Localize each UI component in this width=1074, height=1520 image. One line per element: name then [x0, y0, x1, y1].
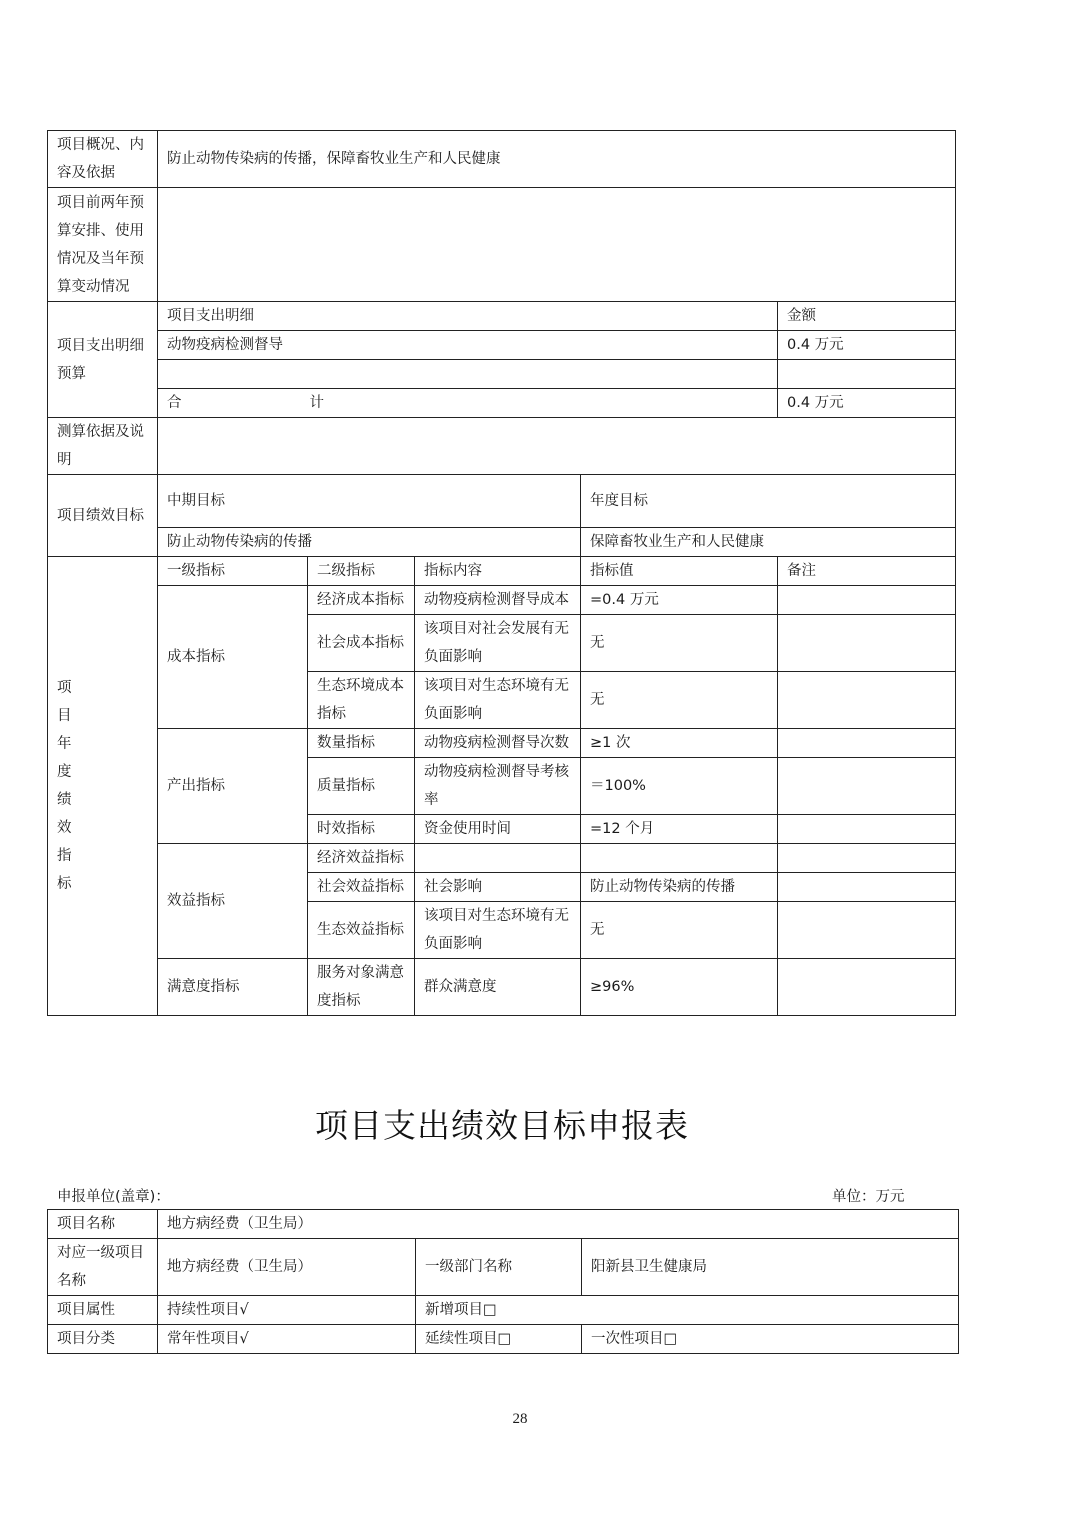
page-number: 28 — [512, 1411, 528, 1427]
indicator-content: 该项目对生态环境有无负面影响 — [415, 672, 581, 729]
cat-extended: 延续性项目□ — [416, 1325, 582, 1354]
cat-onetime: 一次性项目□ — [582, 1325, 959, 1354]
basis-label: 测算依据及说明 — [48, 418, 158, 475]
indicator-level2: 生态环境成本指标 — [308, 672, 415, 729]
indicator-note — [778, 758, 956, 815]
overview-value: 防止动物传染病的传播，保障畜牧业生产和人民健康 — [158, 131, 956, 188]
expense-label: 项目支出明细预算 — [48, 302, 158, 418]
indicator-content: 动物疫病检测督导次数 — [415, 729, 581, 758]
header-note: 备注 — [778, 557, 956, 586]
project-category-label: 项目分类 — [48, 1325, 158, 1354]
indicator-note — [778, 615, 956, 672]
indicator-value: =0.4 万元 — [581, 586, 778, 615]
expense-total-amount: 0.4 万元 — [778, 389, 956, 418]
indicator-level2: 质量指标 — [308, 758, 415, 815]
indicator-note — [778, 729, 956, 758]
header-level2: 二级指标 — [308, 557, 415, 586]
indicator-note — [778, 902, 956, 959]
indicator-note — [778, 844, 956, 873]
project-info-table — [47, 1209, 959, 1354]
expense-header-item: 项目支出明细 — [158, 302, 778, 331]
indicator-level2: 社会成本指标 — [308, 615, 415, 672]
indicator-note — [778, 586, 956, 615]
indicator-level2: 生态效益指标 — [308, 902, 415, 959]
expense-total-label — [158, 389, 778, 418]
total-label-b: 计 — [309, 395, 324, 411]
indicator-content: 群众满意度 — [415, 959, 581, 1016]
perf-goal-label: 项目绩效目标 — [48, 475, 158, 557]
total-label-a: 合 — [167, 395, 182, 411]
project-attr-label: 项目属性 — [48, 1296, 158, 1325]
page-title: 项目支出绩效目标申报表 — [315, 1106, 689, 1145]
parent-project-value: 地方病经费（卫生局） — [158, 1239, 416, 1296]
dept-value: 阳新县卫生健康局 — [582, 1239, 959, 1296]
budget-table — [47, 130, 956, 1016]
indicator-content — [415, 844, 581, 873]
benefit-level1: 效益指标 — [158, 844, 308, 959]
indicator-value: ＝100% — [581, 758, 778, 815]
indicator-note — [778, 959, 956, 1016]
indicator-level2: 经济效益指标 — [308, 844, 415, 873]
indicator-value: 无 — [581, 672, 778, 729]
indicator-content: 该项目对生态环境有无负面影响 — [415, 902, 581, 959]
indicator-content: 社会影响 — [415, 873, 581, 902]
overview-label: 项目概况、内容及依据 — [48, 131, 158, 188]
indicator-value: ≥96% — [581, 959, 778, 1016]
indicator-side-label: 项 目 年 度 绩 效 指 标 — [48, 557, 158, 1016]
expense-item: 动物疫病检测督导 — [158, 331, 778, 360]
mid-term-value: 防止动物传染病的传播 — [158, 528, 581, 557]
attr-new: 新增项目□ — [416, 1296, 959, 1325]
output-level1: 产出指标 — [158, 729, 308, 844]
annual-value: 保障畜牧业生产和人民健康 — [581, 528, 956, 557]
indicator-value: 防止动物传染病的传播 — [581, 873, 778, 902]
money-unit-label: 单位：万元 — [832, 1189, 905, 1205]
mid-term-header: 中期目标 — [158, 475, 581, 528]
expense-item — [158, 360, 778, 389]
indicator-content: 动物疫病检测督导考核率 — [415, 758, 581, 815]
basis-value — [158, 418, 956, 475]
indicator-value: 无 — [581, 902, 778, 959]
indicator-note — [778, 815, 956, 844]
indicator-value: =12 个月 — [581, 815, 778, 844]
cat-regular: 常年性项目√ — [158, 1325, 416, 1354]
report-unit-label: 申报单位(盖章)： — [57, 1189, 170, 1205]
indicator-content: 动物疫病检测督导成本 — [415, 586, 581, 615]
cost-level1: 成本指标 — [158, 586, 308, 729]
attr-continuing: 持续性项目√ — [158, 1296, 416, 1325]
indicator-value: ≥1 次 — [581, 729, 778, 758]
expense-header-amount: 金额 — [778, 302, 956, 331]
dept-label: 一级部门名称 — [416, 1239, 582, 1296]
prior-budget-label: 项目前两年预算安排、使用情况及当年预算变动情况 — [48, 188, 158, 302]
header-value: 指标值 — [581, 557, 778, 586]
expense-amount: 0.4 万元 — [778, 331, 956, 360]
project-name-label: 项目名称 — [48, 1210, 158, 1239]
header-level1: 一级指标 — [158, 557, 308, 586]
parent-project-label: 对应一级项目名称 — [48, 1239, 158, 1296]
expense-amount — [778, 360, 956, 389]
indicator-note — [778, 873, 956, 902]
annual-header: 年度目标 — [581, 475, 956, 528]
indicator-level2: 时效指标 — [308, 815, 415, 844]
indicator-level2: 经济成本指标 — [308, 586, 415, 615]
project-name-value: 地方病经费（卫生局） — [158, 1210, 959, 1239]
prior-budget-value — [158, 188, 956, 302]
indicator-content: 该项目对社会发展有无负面影响 — [415, 615, 581, 672]
indicator-content: 资金使用时间 — [415, 815, 581, 844]
header-content: 指标内容 — [415, 557, 581, 586]
indicator-level2: 社会效益指标 — [308, 873, 415, 902]
indicator-level2: 服务对象满意度指标 — [308, 959, 415, 1016]
indicator-value — [581, 844, 778, 873]
satisfaction-level1: 满意度指标 — [158, 959, 308, 1016]
indicator-note — [778, 672, 956, 729]
indicator-level2: 数量指标 — [308, 729, 415, 758]
indicator-value: 无 — [581, 615, 778, 672]
